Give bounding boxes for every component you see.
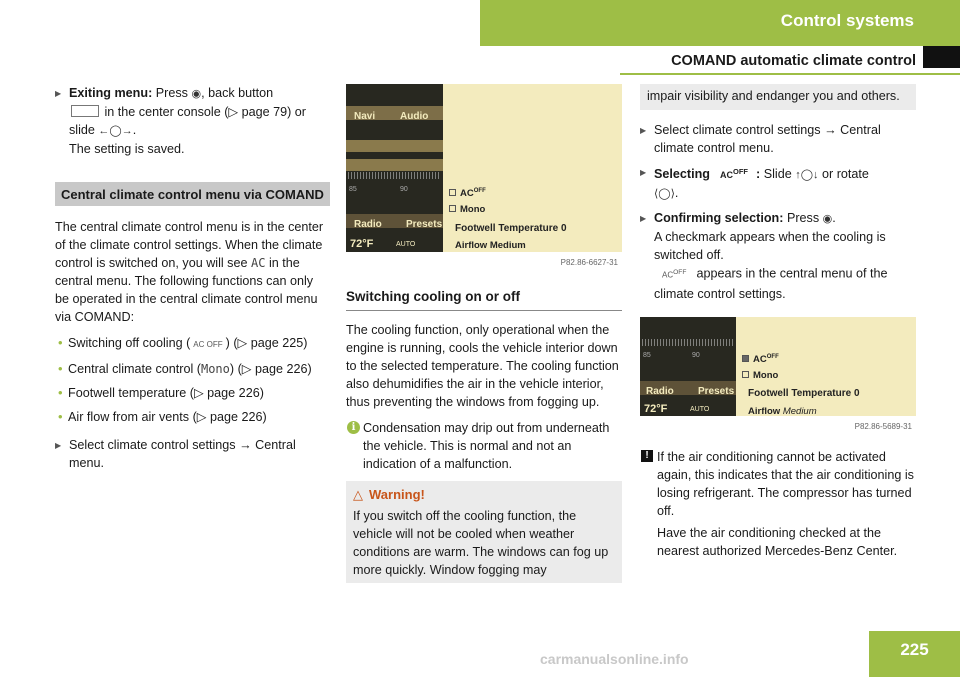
warning-box-continued: impair visibility and endanger you and others.: [640, 84, 916, 110]
controller-rotate-icon: ⟨◯⟩: [654, 188, 675, 200]
controller-press-icon: ◉: [822, 213, 833, 225]
warning-box: [346, 481, 622, 583]
warning-text: If you switch off the cooling function, the vehicle will not be cooled when weather conditions are warm. The windows can fog up more quickly. Window fogging may: [353, 509, 609, 577]
header-rule: [620, 73, 960, 75]
temperature-readout: 72°F: [644, 402, 668, 415]
watermark: carmanualsonline.info: [540, 651, 689, 667]
menu-heading: Central climate control menu via COMAND: [55, 182, 330, 206]
confirming-step: ▶ Confirming selection: Press ◉. A checkmark appears when the cooling is switched off. $AC^{OFF}$ appears in the central menu of the climate control settings.: [640, 209, 916, 303]
climate-screen-image: Navi Audio 85 90 Radio Presets 72°F AUTO $AC^{OFF}$ Mono Footwell Temperature 0 Airflow Medium: [346, 84, 622, 252]
warning-title: Warning!: [369, 487, 425, 502]
menu-item-mono: Mono: [742, 367, 778, 385]
middle-column: [346, 84, 622, 583]
tab-audio: Audio: [400, 111, 429, 122]
list-item: • Footwell temperature (▷ page 226): [55, 384, 330, 402]
section-title: Control systems: [780, 11, 914, 30]
tab-radio: Radio: [354, 219, 382, 230]
section-heading: Switching cooling on or off: [346, 288, 622, 311]
controller-slide-icon: ↑◯↓: [795, 169, 819, 181]
temperature-readout: 72°F: [350, 238, 374, 250]
menu-item-airflow: Airflow Medium: [748, 405, 817, 416]
right-column: [640, 84, 916, 568]
list-item: • Switching off cooling ( AC OFF ) (▷ page 225): [55, 334, 330, 354]
exit-label: Exiting menu:: [69, 86, 153, 100]
list-item: • Air flow from air vents (▷ page 226): [55, 408, 330, 426]
climate-screen-image: 85 90 Radio Presets 72°F AUTO $AC^{OFF}$ Mono Footwell Temperature 0 Airflow Medium: [640, 317, 916, 416]
controller-slide-icon: ←◯→: [98, 125, 133, 137]
menu-item-mono: Mono: [449, 201, 485, 219]
intro-paragraph: The central climate control menu is in the center of the climate control settings. When the climate control is switched on, you will see AC in the central menu. The following functions can only be operated in the central climate control menu via COMAND:: [55, 220, 324, 324]
cooling-paragraph: The cooling function, only operational when the engine is running, cools the vehicle interior down to the selected temperature. The cooling function also dehumidifies the air in the vehicle interior, thus preventing the windows from fogging up.: [346, 323, 619, 409]
menu-item-ac: $AC^{OFF}$: [449, 182, 486, 203]
image-caption: P82.86-6627-31: [560, 258, 618, 267]
checkmark-icon: [742, 355, 749, 362]
alert-note: ! If the air conditioning cannot be activated again, this indicates that the air conditioning is losing refrigerant. The compressor has turned off. Have the air conditioning checked at the nearest authorized Mercedes-Benz Center.: [640, 448, 916, 560]
menu-item-footwell: Footwell Temperature 0: [748, 387, 860, 399]
controller-press-icon: ◉: [191, 88, 202, 100]
tab-radio: Radio: [646, 385, 674, 397]
menu-item-ac: $AC^{OFF}$: [742, 348, 779, 369]
info-note: i Condensation may drip out from underneath the vehicle. This is normal and not an indication of a malfunction.: [346, 419, 622, 473]
saved-text: The setting is saved.: [69, 142, 185, 156]
menu-item-footwell: Footwell Temperature 0: [455, 223, 567, 234]
ac-off-icon: $AC^{OFF}$: [662, 269, 687, 280]
image-caption: P82.86-5689-31: [854, 421, 912, 431]
page-number: 225: [869, 631, 960, 677]
ac-off-icon: AC OFF: [193, 340, 223, 349]
tab-presets: Presets: [406, 219, 443, 230]
tab-navi: Navi: [354, 111, 376, 122]
left-column: [55, 84, 330, 478]
warning-icon: △: [353, 487, 363, 502]
ac-indicator: AC: [251, 256, 266, 270]
select-step: ▶ Select climate control settings → Central menu.: [55, 436, 330, 472]
menu-item-airflow: Airflow Medium: [455, 240, 526, 251]
select-settings-step: ▶ Select climate control settings → Central climate control menu.: [640, 121, 916, 157]
selecting-step: ▶ Selecting $AC^{OFF}$ : Slide ↑◯↓ or rotate ⟨◯⟩.: [640, 163, 916, 203]
tab-presets: Presets: [698, 385, 735, 397]
header-marker: [923, 46, 960, 68]
info-icon: i: [347, 421, 360, 434]
subsection-title: COMAND automatic climate control: [671, 53, 916, 69]
back-button-icon: [71, 105, 99, 117]
exit-menu-step: ▶ Exiting menu: Press ◉, back button in the center console (▷ page 79) or slide ←◯→. The setting is saved.: [55, 84, 330, 158]
list-item: • Central climate control (Mono) (▷ page 226): [55, 360, 330, 378]
exclamation-icon: !: [641, 450, 653, 462]
ac-off-icon: $AC^{OFF}$: [720, 167, 748, 180]
